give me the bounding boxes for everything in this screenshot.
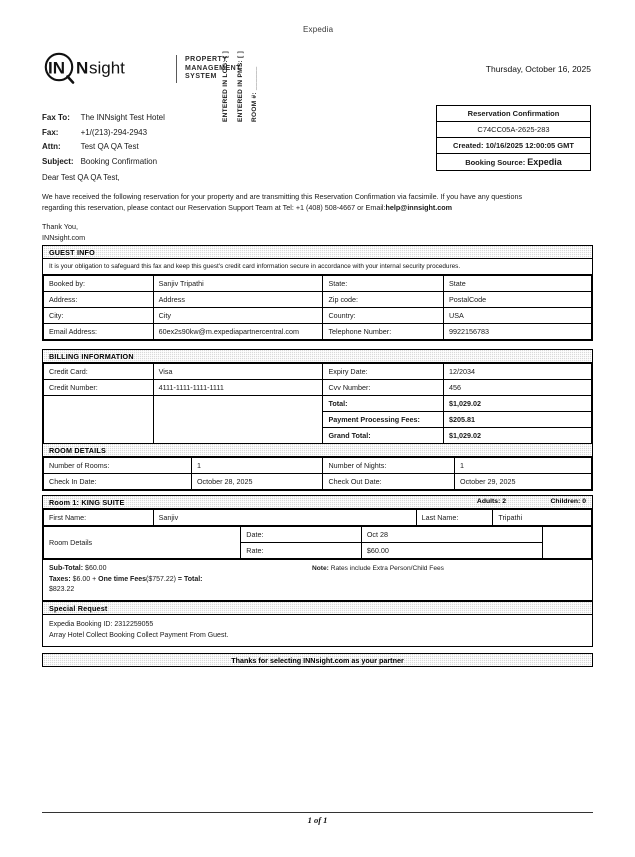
fax-number-value: +1/(213)-294-2943 bbox=[80, 127, 148, 137]
billing-spacer-cell-2 bbox=[153, 396, 323, 444]
grand-total-label: Grand Total: bbox=[323, 428, 444, 444]
taxes-total-line bbox=[49, 585, 586, 596]
guest-info-header bbox=[43, 246, 592, 259]
created-label: Created: bbox=[453, 141, 484, 150]
number-of-rooms-value: 1 bbox=[191, 458, 323, 474]
subtotal-label: Sub-Total: bbox=[49, 565, 84, 572]
telephone-label: Telephone Number: bbox=[323, 324, 444, 340]
address-value: Address bbox=[153, 292, 323, 308]
billing-information-section bbox=[42, 349, 593, 445]
fax-row bbox=[42, 141, 165, 156]
channel-tag: Expedia bbox=[303, 25, 334, 34]
fax-number-label: Fax: bbox=[42, 127, 59, 137]
table-row bbox=[44, 364, 592, 380]
address-label: Address: bbox=[44, 292, 154, 308]
check-out-value: October 29, 2025 bbox=[454, 474, 591, 490]
number-of-nights-label: Number of Nights: bbox=[323, 458, 455, 474]
confirmation-created bbox=[437, 138, 590, 154]
zip-label: Zip code: bbox=[323, 292, 444, 308]
taxes-line: Taxes: $6.00 + One time Fees($757.22) = Total: bbox=[49, 575, 203, 583]
stamp-entered-in-log: ENTERED IN LOG: [ ] bbox=[222, 50, 229, 122]
credit-card-value: Visa bbox=[153, 364, 323, 380]
grand-total-value: $1,029.02 bbox=[444, 428, 592, 444]
rate-date-label: Date: bbox=[241, 527, 362, 543]
billing-spacer-cell bbox=[44, 396, 154, 444]
room-1-heading: Room 1: KING SUITE bbox=[49, 498, 125, 507]
guest-info-notice: It is your obligation to safeguard this fax and keep this guest's credit card information secure in accordance with your internal security procedures. bbox=[43, 259, 592, 275]
room-1-adults: Adults: 2 bbox=[476, 498, 506, 505]
support-email: help@innsight.com bbox=[385, 203, 453, 212]
thanks-banner-text: Thanks for selecting INNsight.com as your partner bbox=[231, 656, 404, 665]
letter-greeting: Dear Test QA QA Test, bbox=[42, 173, 120, 182]
subtotal-value: $60.00 bbox=[85, 565, 107, 572]
fax-row bbox=[42, 156, 165, 171]
logo-tagline-line1: PROPERTY bbox=[185, 56, 228, 64]
special-request-body bbox=[43, 615, 592, 646]
note-label: Note: bbox=[312, 565, 329, 572]
room-1-section bbox=[42, 495, 593, 601]
table-row bbox=[44, 510, 592, 526]
taxes-total-label: = Total: bbox=[177, 575, 203, 583]
source-value: Expedia bbox=[527, 157, 562, 167]
room-details-heading: ROOM DETAILS bbox=[49, 446, 106, 455]
table-row bbox=[44, 458, 592, 474]
check-in-value: October 28, 2025 bbox=[191, 474, 323, 490]
innsight-wordmark-icon bbox=[42, 52, 172, 86]
rate-value: $60.00 bbox=[361, 543, 542, 559]
first-name-value: Sanjiv bbox=[153, 510, 416, 526]
number-of-nights-value: 1 bbox=[454, 458, 591, 474]
email-value: 60ex2s90kw@m.expediapartnercentral.com bbox=[153, 324, 323, 340]
fax-subject-value: Booking Confirmation bbox=[80, 156, 158, 166]
table-row bbox=[44, 396, 592, 412]
letter-paragraph-text: We have received the following reservation for your property and are transmitting this Reservation Confirmation via facsimile. If you have any questions regarding this reservation, please contact our Reservation Support Team at Tel: +1 (408) 508-4667 or Email: bbox=[42, 192, 523, 212]
expiry-label: Expiry Date: bbox=[323, 364, 444, 380]
last-name-label: Last Name: bbox=[416, 510, 493, 526]
fax-attn-label: Attn: bbox=[42, 142, 61, 151]
first-name-label: First Name: bbox=[44, 510, 154, 526]
manual-entry-stamp-block bbox=[213, 26, 267, 122]
stamp-entered-in-pms: ENTERED IN PMS: [ ] bbox=[237, 50, 244, 122]
source-label: Booking Source: bbox=[465, 158, 526, 167]
table-row bbox=[44, 276, 592, 292]
guest-info-heading: GUEST INFO bbox=[49, 248, 95, 257]
confirmation-number: C74CC05A-2625-283 bbox=[437, 122, 590, 138]
svg-text:N: N bbox=[76, 58, 89, 78]
room-1-rate-table bbox=[43, 526, 592, 559]
city-value: City bbox=[153, 308, 323, 324]
fax-attn-value: Test QA QA Test bbox=[80, 142, 139, 151]
credit-number-label: Credit Number: bbox=[44, 380, 154, 396]
reservation-confirmation-box bbox=[436, 105, 591, 171]
logo-divider bbox=[176, 55, 177, 83]
taxes-value: $6.00 bbox=[72, 575, 91, 583]
fax-to-value: The INNsight Test Hotel bbox=[80, 113, 165, 122]
fax-subject-label: Subject: bbox=[42, 156, 74, 166]
special-request-heading: Special Request bbox=[49, 604, 108, 613]
confirmation-source bbox=[437, 154, 590, 170]
special-request-section bbox=[42, 601, 593, 647]
document-date: Thursday, October 16, 2025 bbox=[485, 64, 591, 74]
billing-heading: BILLING INFORMATION bbox=[49, 352, 134, 361]
svg-text:sight: sight bbox=[89, 58, 125, 78]
total-label: Total: bbox=[323, 396, 444, 412]
number-of-rooms-label: Number of Rooms: bbox=[44, 458, 192, 474]
special-request-line-1: Expedia Booking ID: 2312259055 bbox=[49, 621, 154, 628]
note-text: Rates include Extra Person/Child Fees bbox=[330, 565, 444, 572]
guest-info-table bbox=[43, 275, 592, 340]
table-row bbox=[44, 527, 592, 543]
special-request-header bbox=[43, 602, 592, 615]
booked-by-value: Sanjiv Tripathi bbox=[153, 276, 323, 292]
room-1-guest-table bbox=[43, 509, 592, 526]
table-row bbox=[44, 308, 592, 324]
taxes-label: Taxes: bbox=[49, 575, 71, 583]
room-1-children: Children: 0 bbox=[550, 498, 586, 505]
fax-recipient-block bbox=[42, 112, 165, 170]
svg-text:IN: IN bbox=[48, 58, 65, 78]
room-1-header bbox=[43, 496, 592, 509]
onetime-fees-value: ($757.22) bbox=[146, 575, 176, 583]
rate-label: Rate: bbox=[241, 543, 362, 559]
check-out-label: Check Out Date: bbox=[323, 474, 455, 490]
signoff-line1: Thank You, bbox=[42, 222, 78, 231]
fax-to-label: Fax To: bbox=[42, 113, 70, 122]
table-row bbox=[44, 474, 592, 490]
check-in-label: Check In Date: bbox=[44, 474, 192, 490]
expiry-value: 12/2034 bbox=[444, 364, 592, 380]
rate-date-value: Oct 28 bbox=[361, 527, 542, 543]
letter-body bbox=[42, 172, 552, 243]
table-row bbox=[44, 380, 592, 396]
room-details-header bbox=[43, 444, 592, 457]
processing-fees-value: $205.81 bbox=[444, 412, 592, 428]
zip-value: PostalCode bbox=[444, 292, 592, 308]
processing-fees-label: Payment Processing Fees: bbox=[323, 412, 444, 428]
room-rate-spacer-cell bbox=[542, 527, 591, 559]
total-value: $1,029.02 bbox=[444, 396, 592, 412]
logo-tagline-line3: SYSTEM bbox=[185, 73, 217, 81]
confirmation-title: Reservation Confirmation bbox=[437, 106, 590, 122]
last-name-value: Tripathi bbox=[493, 510, 592, 526]
state-value: State bbox=[444, 276, 592, 292]
country-value: USA bbox=[444, 308, 592, 324]
billing-table bbox=[43, 363, 592, 444]
table-row bbox=[44, 292, 592, 308]
telephone-value: 9922156783 bbox=[444, 324, 592, 340]
page-footer bbox=[42, 812, 593, 825]
cvv-value: 456 bbox=[444, 380, 592, 396]
state-label: State: bbox=[323, 276, 444, 292]
room-details-label: Room Details bbox=[44, 527, 241, 559]
created-value: 10/16/2025 12:00:05 GMT bbox=[485, 141, 574, 150]
billing-header bbox=[43, 350, 592, 363]
page-number: 1 of 1 bbox=[307, 815, 328, 825]
country-label: Country: bbox=[323, 308, 444, 324]
city-label: City: bbox=[44, 308, 154, 324]
guest-info-section bbox=[42, 245, 593, 341]
booked-by-label: Booked by: bbox=[44, 276, 154, 292]
thanks-banner bbox=[42, 653, 593, 667]
credit-card-label: Credit Card: bbox=[44, 364, 154, 380]
fax-row bbox=[42, 127, 165, 142]
room-details-section bbox=[42, 443, 593, 491]
table-row bbox=[44, 324, 592, 340]
signoff-line2: INNsight.com bbox=[42, 232, 86, 242]
room-totals-block bbox=[43, 559, 592, 600]
credit-number-value: 4111-1111-1111-1111 bbox=[153, 380, 323, 396]
special-request-line-2: Array Hotel Collect Booking Collect Payment From Guest. bbox=[49, 631, 229, 639]
cvv-label: Cvv Number: bbox=[323, 380, 444, 396]
email-label: Email Address: bbox=[44, 324, 154, 340]
logo-tagline-line2: MANAGEMENT bbox=[185, 64, 241, 72]
taxes-total-value: $823.22 bbox=[49, 586, 75, 593]
fax-row bbox=[42, 112, 165, 127]
room-details-table bbox=[43, 457, 592, 490]
onetime-fees-label: One time Fees bbox=[98, 575, 146, 583]
letter-paragraph bbox=[42, 191, 552, 213]
innsight-logo bbox=[42, 52, 241, 86]
stamp-room-number: ROOM #: ______ bbox=[251, 66, 258, 122]
rates-note bbox=[293, 564, 463, 574]
letter-signoff bbox=[42, 222, 552, 243]
